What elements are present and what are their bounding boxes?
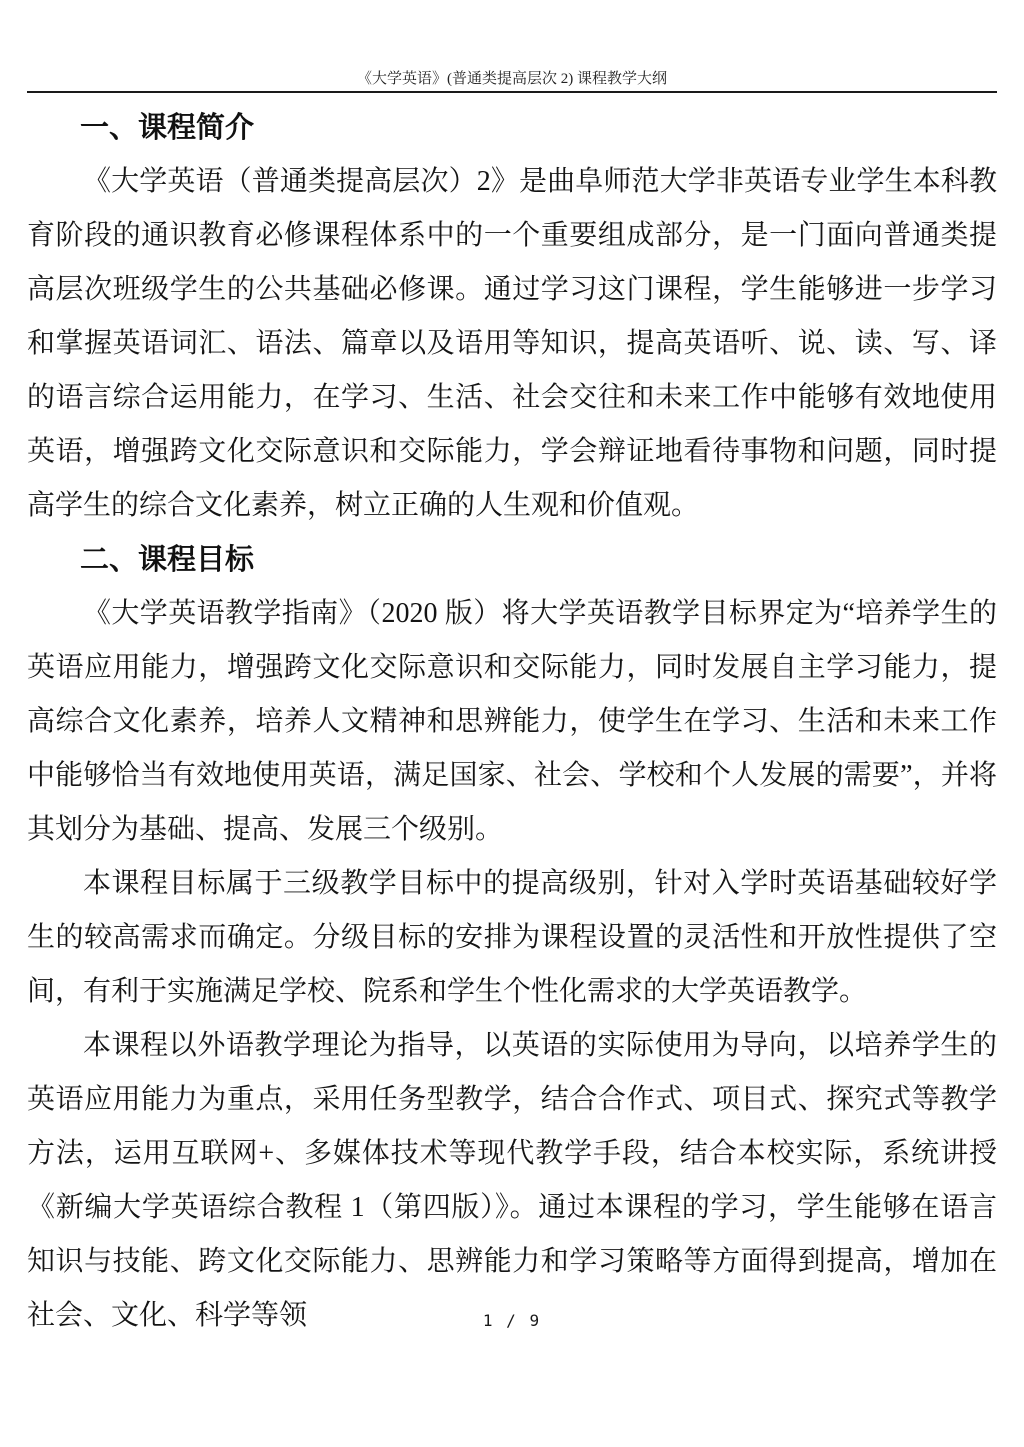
paragraph-course-intro: 《大学英语（普通类提高层次）2》是曲阜师范大学非英语专业学生本科教育阶段的通识教育必修课程体系中的一个重要组成部分，是一门面向普通类提高层次班级学生的公共基础必修课。通过学习这门课程，学生能够进一步学习和掌握英语词汇、语法、篇章以及语用等知识，提高英语听、说、读、写、译的语言综合运用能力，在学习、生活、社会交往和未来工作中能够有效地使用英语，增强跨文化交际意识和交际能力，学会辩证地看待事物和问题，同时提高学生的综合文化素养，树立正确的人生观和价值观。: [27, 166, 997, 521]
paragraph-objectives-2: 本课程目标属于三级教学目标中的提高级别，针对入学时英语基础较好学生的较高需求而确定。分级目标的安排为课程设置的灵活性和开放性提供了空间，有利于实施满足学校、院系和学生个性化需求的大学英语教学。: [27, 868, 997, 1007]
paragraph-objectives-3: 本课程以外语教学理论为指导，以英语的实际使用为导向，以培养学生的英语应用能力为重点，采用任务型教学，结合合作式、项目式、探究式等教学方法，运用互联网+、多媒体技术等现代教学手段，结合本校实际，系统讲授《新编大学英语综合教程 1（第四版）》。通过本课程的学习，学生能够在语言知识与技能、跨文化交际能力、思辨能力和学习策略等方面得到提高，增加在社会、文化、科学等领: [27, 1030, 997, 1331]
document-body: [27, 101, 997, 1343]
page-number: 1 / 9: [482, 1311, 542, 1330]
section-heading-course-objectives: 二、课程目标: [80, 544, 255, 576]
page-footer: [0, 1311, 1024, 1331]
header-title: 《大学英语》(普通类提高层次 2) 课程教学大纲: [357, 71, 667, 87]
page-header: [27, 0, 997, 93]
paragraph-objectives-1: 《大学英语教学指南》（2020 版）将大学英语教学目标界定为“培养学生的英语应用能力，增强跨文化交际意识和交际能力，同时发展自主学习能力，提高综合文化素养，培养人文精神和思辨能力，使学生在学习、生活和未来工作中能够恰当有效地使用英语，满足国家、社会、学校和个人发展的需要”，并将其划分为基础、提高、发展三个级别。: [27, 598, 997, 845]
section-heading-course-intro: 一、课程简介: [80, 112, 255, 144]
